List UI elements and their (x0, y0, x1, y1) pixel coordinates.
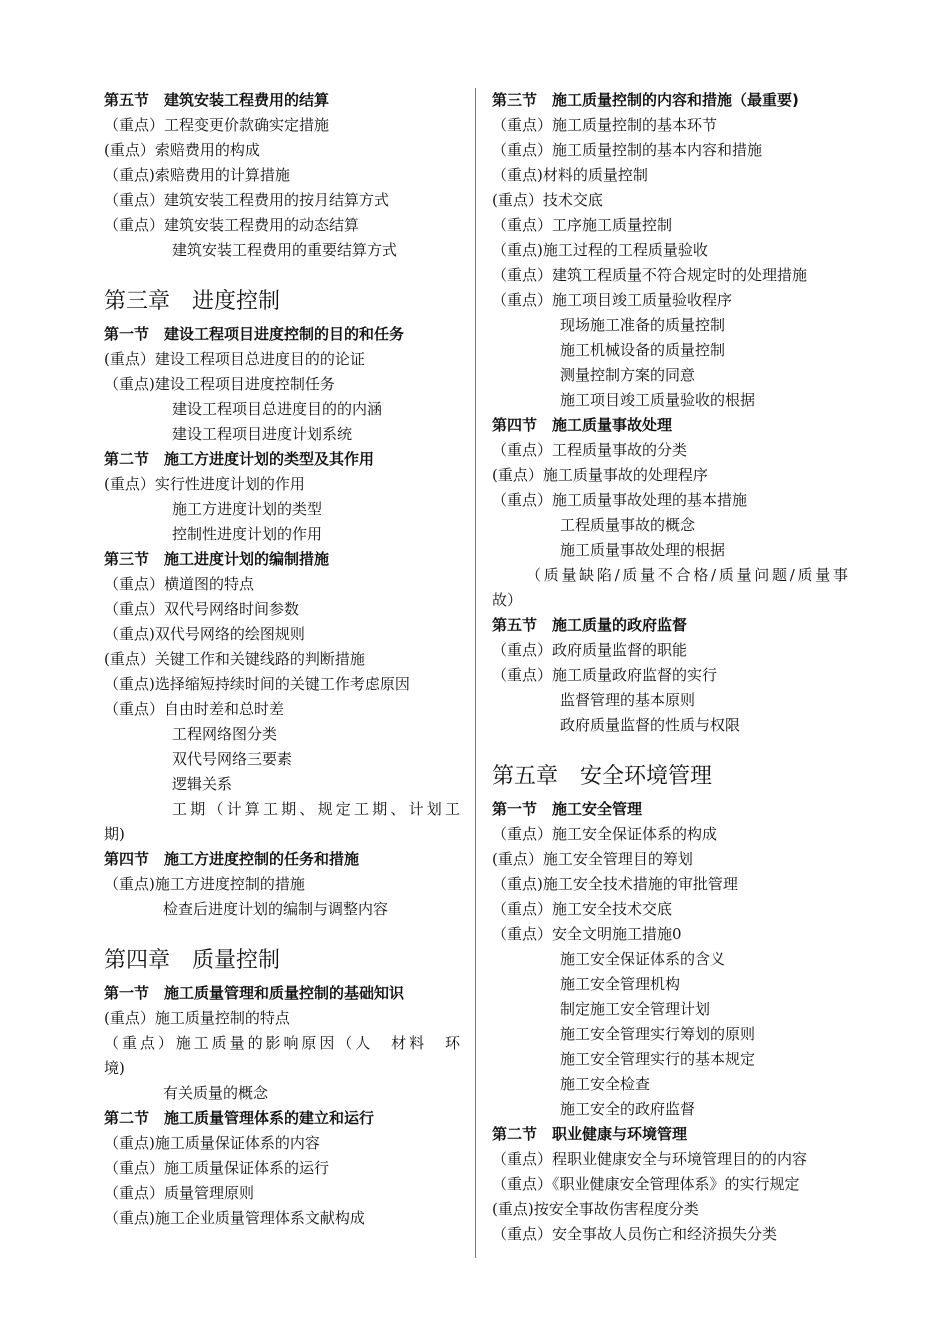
outline-item: （重点）自由时差和总时差 (104, 700, 285, 718)
outline-item: （重点)双代号网络的绘图规则 (104, 625, 305, 643)
right-column (492, 88, 848, 1247)
outline-item: （重点）施工质量保证体系的运行 (104, 1159, 330, 1177)
outline-subitem: 施工安全管理实行的基本规定 (560, 1050, 756, 1068)
chapter-heading: 第四章 质量控制 (104, 948, 281, 973)
outline-subitem: 施工项目竣工质量验收的根据 (560, 391, 756, 409)
outline-subitem: 工程质量事故的概念 (560, 516, 696, 534)
outline-item: （重点）施工质量政府监督的实行 (492, 666, 718, 684)
outline-subitem: 现场施工准备的质量控制 (560, 316, 726, 334)
outline-item: (重点）关键工作和关键线路的判断措施 (104, 650, 365, 668)
section-heading: 第五节 建筑安装工程费用的结算 (104, 91, 330, 109)
outline-item: (重点）建设工程项目总进度目的的论证 (104, 350, 365, 368)
outline-subitem: 控制性进度计划的作用 (172, 525, 323, 543)
outline-subitem: 建筑安装工程费用的重要结算方式 (172, 241, 398, 259)
section-heading: 第一节 建设工程项目进度控制的目的和任务 (104, 325, 405, 343)
outline-item: 期) (104, 825, 125, 843)
outline-item: （重点)选择缩短持续时间的关键工作考虑原因 (104, 675, 410, 693)
outline-item: （重点）施工安全技术交底 (492, 900, 673, 918)
outline-subitem: 施工质量事故处理的根据 (560, 541, 726, 559)
section-heading: 第一节 施工质量管理和质量控制的基础知识 (104, 984, 405, 1002)
outline-item: (重点）技术交底 (492, 191, 603, 209)
outline-subitem: 施工安全检查 (560, 1075, 651, 1093)
outline-item: （重点）建筑安装工程费用的动态结算 (104, 216, 360, 234)
section-heading: 第四节 施工方进度控制的任务和措施 (104, 850, 360, 868)
outline-item: (重点）施工质量事故的处理程序 (492, 466, 708, 484)
outline-item: （重点）横道图的特点 (104, 575, 255, 593)
outline-item: （重点）工程变更价款确实定措施 (104, 116, 330, 134)
outline-item: （重点）政府质量监督的职能 (492, 641, 688, 659)
outline-subitem: 逻辑关系 (172, 775, 233, 793)
outline-item: （重点)施工方进度控制的措施 (104, 875, 305, 893)
outline-item: （重点)施工安全技术措施的审批管理 (492, 875, 738, 893)
outline-subitem: 施工安全的政府监督 (560, 1100, 696, 1118)
outline-item: （重点）质量管理原则 (104, 1184, 255, 1202)
outline-item: (重点）索赔费用的构成 (104, 141, 260, 159)
outline-item: （重点）施工安全保证体系的构成 (492, 825, 718, 843)
outline-item: （重点）工程质量事故的分类 (492, 441, 688, 459)
outline-subitem: 施工安全管理实行筹划的原则 (560, 1025, 756, 1043)
section-heading: 第四节 施工质量事故处理 (492, 416, 673, 434)
outline-item: （重点）施工质量控制的基本内容和措施 (492, 141, 763, 159)
outline-item: （重点）安全文明施工措施0 (492, 925, 682, 943)
outline-subitem: 测量控制方案的同意 (560, 366, 696, 384)
outline-subitem: 工期（计算工期、规定工期、计划工 (172, 800, 460, 818)
section-heading: 第二节 施工方进度计划的类型及其作用 (104, 450, 375, 468)
section-heading: 第三节 施工进度计划的编制措施 (104, 550, 330, 568)
outline-subitem: （质量缺陷/质量不合格/质量问题/质量事 (526, 566, 848, 584)
outline-subitem: 建设工程项目总进度目的的内涵 (172, 400, 383, 418)
outline-item: （重点)索赔费用的计算措施 (104, 166, 290, 184)
left-column (104, 88, 460, 1231)
outline-item: （重点）建筑工程质量不符合规定时的处理措施 (492, 266, 808, 284)
outline-item: （重点）双代号网络时间参数 (104, 600, 300, 618)
outline-item: (重点）施工质量控制的特点 (104, 1009, 290, 1027)
outline-subitem: 工程网络图分类 (172, 725, 278, 743)
outline-item: 境) (104, 1059, 125, 1077)
outline-item: （重点）安全事故人员伤亡和经济损失分类 (492, 1225, 778, 1243)
outline-subitem: 施工机械设备的质量控制 (560, 341, 726, 359)
outline-item: （重点）施工质量的影响原因（人 材料 环 (104, 1034, 460, 1052)
chapter-heading: 第五章 安全环境管理 (492, 764, 713, 789)
section-heading: 第三节 施工质量控制的内容和措施（最重要) (492, 91, 799, 109)
outline-subitem: 施工安全管理机构 (560, 975, 681, 993)
outline-item: （重点）施工质量事故处理的基本措施 (492, 491, 748, 509)
outline-item: (重点)按安全事故伤害程度分类 (492, 1200, 699, 1218)
outline-subitem: 施工安全保证体系的含义 (560, 950, 726, 968)
outline-subitem: 检查后进度计划的编制与调整内容 (163, 900, 389, 918)
outline-subitem: 施工方进度计划的类型 (172, 500, 323, 518)
outline-item: (重点）施工安全管理目的筹划 (492, 850, 693, 868)
outline-item: （重点）建筑安装工程费用的按月结算方式 (104, 191, 390, 209)
outline-item: （重点）施工项目竣工质量验收程序 (492, 291, 733, 309)
outline-subitem: 建设工程项目进度计划系统 (172, 425, 353, 443)
chapter-heading: 第三章 进度控制 (104, 289, 281, 314)
section-heading: 第二节 职业健康与环境管理 (492, 1125, 688, 1143)
outline-item: （重点）程职业健康安全与环境管理目的的内容 (492, 1150, 808, 1168)
section-heading: 第二节 施工质量管理体系的建立和运行 (104, 1109, 375, 1127)
outline-item: （重点）工序施工质量控制 (492, 216, 673, 234)
outline-item: 故） (492, 591, 523, 609)
outline-item: （重点）施工质量控制的基本环节 (492, 116, 718, 134)
outline-item: （重点)材料的质量控制 (492, 166, 648, 184)
outline-subitem: 监督管理的基本原则 (560, 691, 696, 709)
outline-item: （重点)建设工程项目进度控制任务 (104, 375, 335, 393)
section-heading: 第一节 施工安全管理 (492, 800, 643, 818)
outline-item: （重点）《职业健康安全管理体系》的实行规定 (492, 1175, 800, 1193)
column-divider (475, 88, 476, 1258)
outline-item: （重点)施工质量保证体系的内容 (104, 1134, 320, 1152)
outline-item: (重点）实行性进度计划的作用 (104, 475, 305, 493)
section-heading: 第五节 施工质量的政府监督 (492, 616, 688, 634)
outline-item: （重点)施工企业质量管理体系文献构成 (104, 1209, 365, 1227)
outline-subitem: 有关质量的概念 (163, 1084, 269, 1102)
outline-subitem: 制定施工安全管理计划 (560, 1000, 711, 1018)
outline-subitem: 双代号网络三要素 (172, 750, 293, 768)
outline-item: （重点)施工过程的工程质量验收 (492, 241, 708, 259)
outline-subitem: 政府质量监督的性质与权限 (560, 716, 741, 734)
